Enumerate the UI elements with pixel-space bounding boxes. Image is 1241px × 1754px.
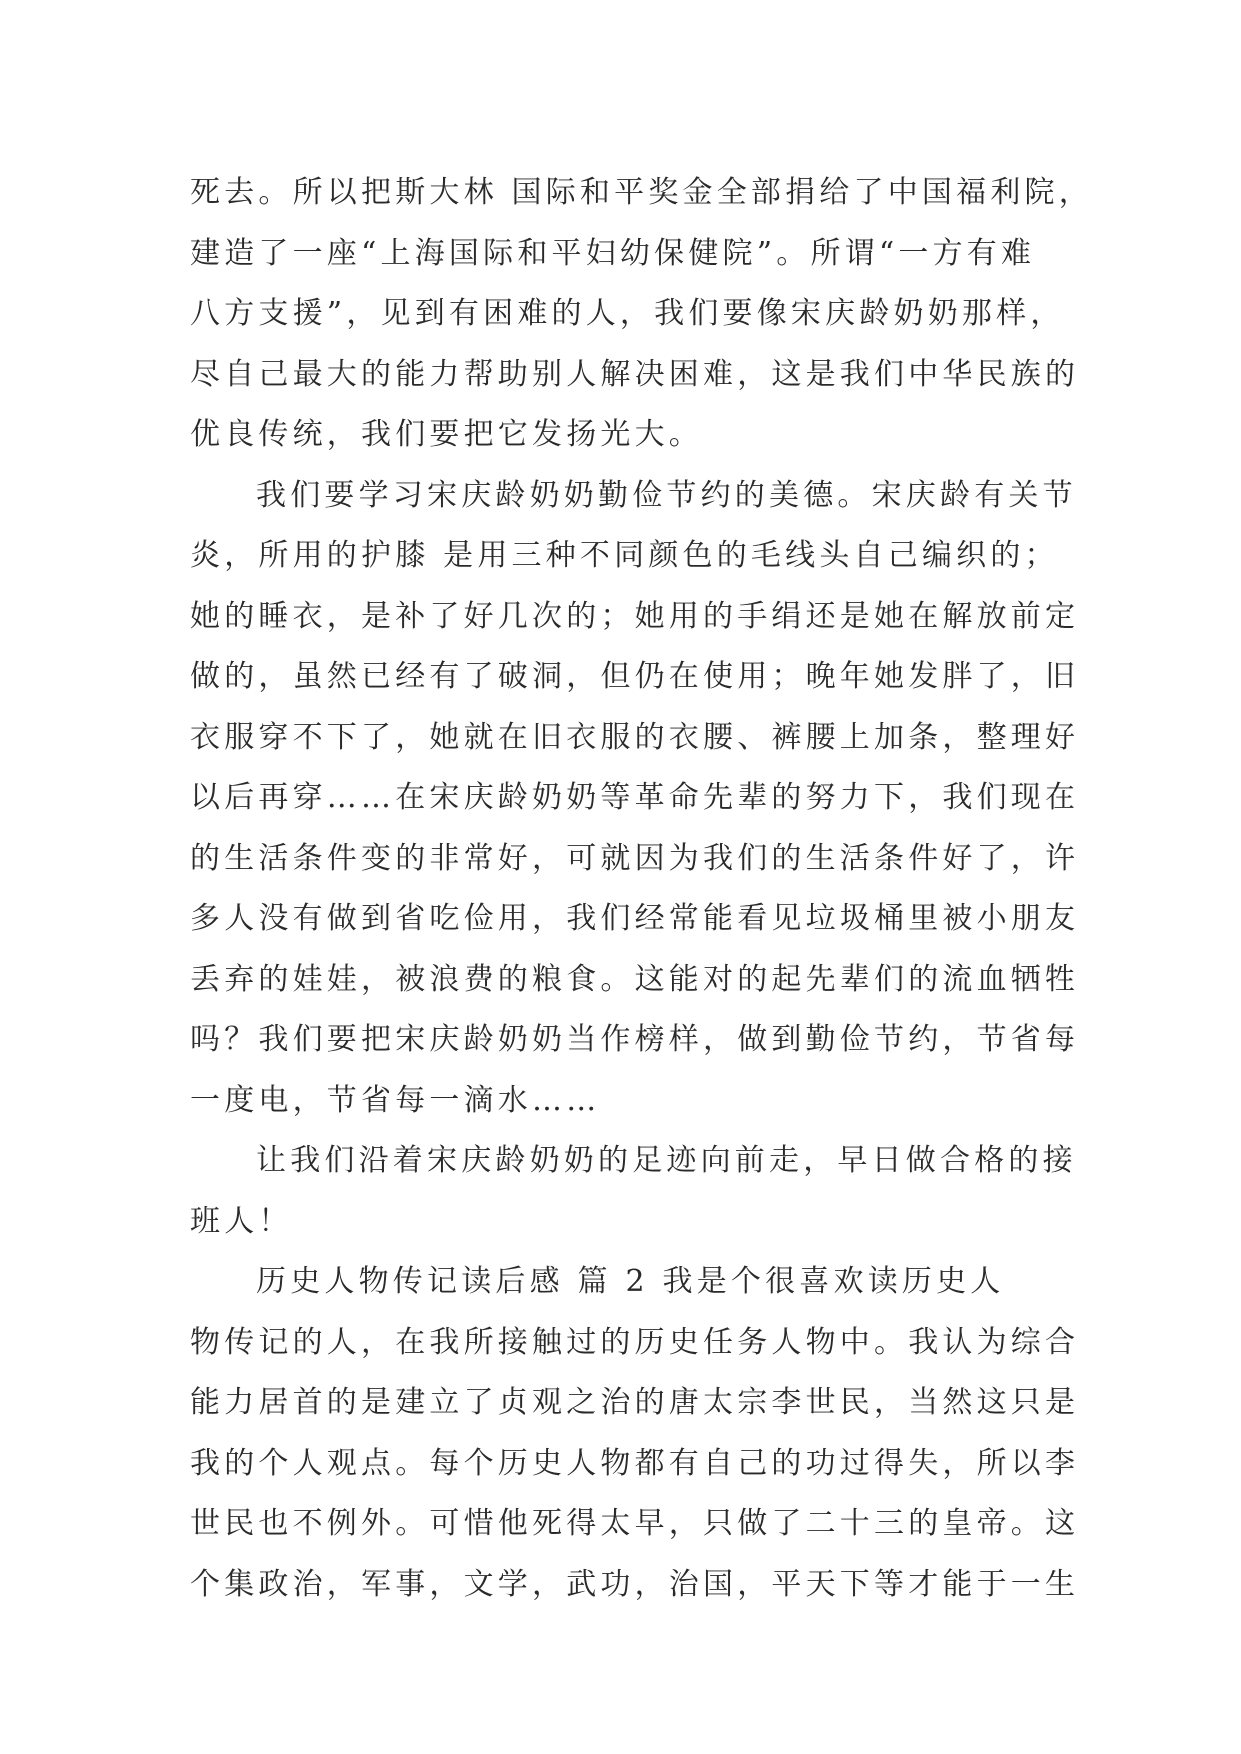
text-line: 死去。所以把斯大林 国际和平奖金全部捐给了中国福利院， [190,175,1093,210]
body-text [190,163,1093,1615]
text-line: 衣服穿不下了，她就在旧衣服的衣腰、裤腰上加条，整理好 [190,719,1080,755]
paragraph-start-line: 我们要学习宋庆龄奶奶勤俭节约的美德。宋庆龄有关节 [256,477,1077,513]
text-line: 多人没有做到省吃俭用，我们经常能看见垃圾桶里被小朋友 [190,901,1080,936]
text-line: 吗？我们要把宋庆龄奶奶当作榜样，做到勤俭节约，节省每 [190,1022,1080,1057]
text-line: 尽自己最大的能力帮助别人解决困难，这是我们中华民族的 [190,356,1080,392]
text-line: 她的睡衣，是补了好几次的；她用的手绢还是她在解放前定 [190,598,1080,634]
text-line: 能力居首的是建立了贞观之治的唐太宗李世民，当然这只是 [190,1385,1080,1420]
paragraph-start-line: 让我们沿着宋庆龄奶奶的足迹向前走，早日做合格的接 [256,1143,1077,1178]
text-line: 优良传统，我们要把它发扬光大。 [190,417,703,452]
text-line: 世民也不例外。可惜他死得太早，只做了二十三的皇帝。这 [190,1506,1080,1541]
text-line: 班人！ [190,1203,293,1239]
text-line: 的生活条件变的非常好，可就因为我们的生活条件好了，许 [190,840,1080,876]
text-line: 八方支援”，见到有困难的人，我们要像宋庆龄奶奶那样， [190,296,1065,331]
text-line: 物传记的人，在我所接触过的历史任务人物中。我认为综合 [190,1324,1080,1360]
text-line: 以后再穿……在宋庆龄奶奶等革命先辈的努力下，我们现在 [190,780,1080,815]
section-heading-line: 历史人物传记读后感 篇 2 我是个很喜欢读历史人 [256,1264,1005,1299]
text-line: 一度电，节省每一滴水…… [190,1082,601,1118]
text-line: 建造了一座“上海国际和平妇幼保健院”。所谓“一方有难 [190,235,1036,271]
text-line: 炎，所用的护膝 是用三种不同颜色的毛线头自己编织的； [190,538,1059,573]
text-line: 个集政治，军事，文学，武功，治国，平天下等才能于一生 [190,1566,1080,1602]
text-line: 我的个人观点。每个历史人物都有自己的功过得失，所以李 [190,1445,1080,1481]
text-line: 丢弃的娃娃，被浪费的粮食。这能对的起先辈们的流血牺牲 [190,961,1080,997]
text-line: 做的，虽然已经有了破洞，但仍在使用；晚年她发胖了，旧 [190,659,1080,694]
